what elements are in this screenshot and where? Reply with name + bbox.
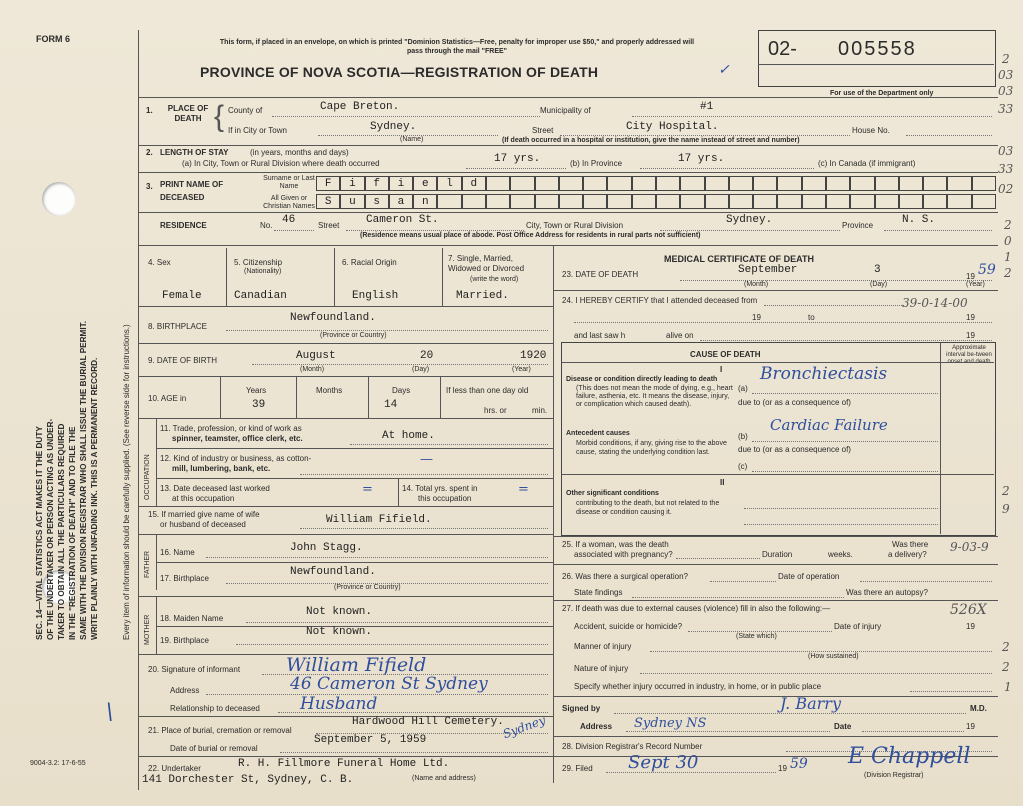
name-letter-cell: [680, 176, 704, 191]
name-letter-cell: [656, 176, 680, 191]
margin-code-13: 39-0-14-00: [902, 296, 968, 310]
name-letter-cell: S: [316, 194, 340, 209]
left-margin-stroke: \: [106, 700, 114, 725]
margin-code-1: 2: [1002, 52, 1010, 66]
margin-code-2: 03: [998, 68, 1014, 82]
page-title: PROVINCE OF NOVA SCOTIA—REGISTRATION OF DEATH: [200, 64, 599, 80]
margin-code-18: 2: [1002, 640, 1010, 654]
name-letter-cell: [899, 194, 923, 209]
name-letter-cell: [535, 176, 559, 191]
margin-code-7: 02: [998, 182, 1014, 196]
burial-place: Hardwood Hill Cemetery.: [352, 716, 504, 728]
name-letter-cell: [875, 176, 899, 191]
name-letter-cell: [632, 176, 656, 191]
spouse-value: William Fifield.: [326, 514, 432, 526]
registration-caption: For use of the Department only: [830, 90, 934, 97]
name-letter-cell: [850, 176, 874, 191]
name-letter-cell: [510, 176, 534, 191]
father-birthplace: Newfoundland.: [290, 566, 376, 578]
age-days: 14: [384, 399, 398, 411]
name-letter-cell: [437, 194, 461, 209]
name-letter-cell: f: [365, 176, 389, 191]
name-letter-cell: [753, 176, 777, 191]
name-letter-cell: [486, 176, 510, 191]
mother-section-label: MOTHER: [144, 614, 151, 645]
side-notice-2: Every item of information should be carefully supplied. (See reverse side for instructions.): [122, 324, 131, 640]
city-value: Sydney.: [370, 121, 417, 133]
father-name: John Stagg.: [290, 542, 363, 554]
name-letter-cell: i: [340, 176, 364, 191]
margin-code-5: 03: [998, 144, 1014, 158]
informant-signature: William Fifield: [286, 654, 427, 676]
county-value: Cape Breton.: [320, 101, 400, 113]
name-letter-cell: [535, 194, 559, 209]
name-letter-cell: [729, 194, 753, 209]
registration-number: 005558: [838, 38, 917, 60]
name-letter-cell: l: [437, 176, 461, 191]
undertaker-address: 141 Dorchester St, Sydney, C. B.: [142, 774, 354, 786]
name-letter-cell: u: [340, 194, 364, 209]
name-letter-cell: [802, 176, 826, 191]
name-letter-cell: [826, 194, 850, 209]
name-letter-cell: [705, 194, 729, 209]
name-letter-cell: [923, 176, 947, 191]
informant-relationship: Husband: [300, 694, 378, 714]
filed-year: 59: [790, 756, 808, 772]
name-letter-cell: [753, 194, 777, 209]
age-years: 39: [252, 399, 266, 411]
residence-city: Sydney.: [726, 214, 773, 226]
print-code: 9004-3.2: 17-6-55: [30, 760, 86, 767]
mother-birthplace: Not known.: [306, 626, 373, 638]
name-letter-cell: n: [413, 194, 437, 209]
dob-month: August: [296, 350, 336, 362]
name-letter-cell: [826, 176, 850, 191]
sex-value: Female: [162, 290, 202, 302]
name-letter-cell: [729, 176, 753, 191]
name-letter-cell: [559, 176, 583, 191]
physician-address: Sydney NS: [634, 716, 707, 731]
registration-prefix: 02-: [768, 38, 797, 60]
burial-date: September 5, 1959: [314, 734, 427, 746]
margin-code-11: 2: [1004, 266, 1012, 280]
name-letter-cell: [632, 194, 656, 209]
name-letter-cell: e: [413, 176, 437, 191]
surname-cells: [316, 176, 996, 192]
stay-province-value: 17 yrs.: [678, 153, 725, 165]
registrar-signature: E Chappell: [848, 744, 971, 769]
name-letter-cell: [462, 194, 486, 209]
residence-street: Cameron St.: [366, 214, 439, 226]
name-letter-cell: [875, 194, 899, 209]
undertaker-name: R. H. Fillmore Funeral Home Ltd.: [238, 758, 450, 770]
margin-code-8: 2: [1004, 218, 1012, 232]
name-letter-cell: [656, 194, 680, 209]
name-letter-cell: [607, 194, 631, 209]
name-letter-cell: [802, 194, 826, 209]
occupation-section-label: OCCUPATION: [144, 454, 151, 500]
name-letter-cell: [486, 194, 510, 209]
residence-province: N. S.: [902, 214, 936, 226]
given-cells: [316, 194, 996, 210]
name-letter-cell: [777, 176, 801, 191]
death-registration-form: FORM 6 9004-3.2: 17-6-55 SEC. 14—VITAL STATISTICS ACT MAKES IT THE DUTY OF THE UNDERTAKER OR PERSON ACTING AS UNDER- TAKER TO OBTAIN ALL THE PARTICULARS REQUIRED IN THE "REGISTRATION OF DEATH" AND TO FILE THE SAME WITH THE DIVISION REGISTRAR WHO SHALL ISSUE THE BURIAL PERMIT. WRITE PLAINLY WITH UNFADING INK. THIS IS A PERMANENT RECORD. Every item of information should be carefully supplied. (See reverse side for instructions.) This form, if placed in an envelope, on which is printed "Dominion Statistics—Free, penalty for improper use $50," and properly addressed will pass through the mail "FREE" PROVINCE OF NOVA SCOTIA—REGISTRATION OF DEATH ✓ 02- 005558 For use of the Department only 1. PLACE OF DEATH { County of Cape Breton. Municipality of #1 If in City or Town Sydney. (Name) Street City Hospital. House No. (If death occurred in a hospital or institution, give the name instead of street and number) 2. LENGTH OF STAY (in years, months and days) (a) In City, Town or Rural Division where death occurred 17 yrs. (b) In Province 17 yrs. (c) In Canada (if immigrant) 3. PRINT NAME OF DECEASED Surname or Last Name All Given or Christian Names F i f i e l d S u s a n RESIDENCE No. 46 Street Cameron St. City, Town or Rural Division Sydney. Province N. S. (Residence means usual place of abode. Post Office Address for residents in rural parts not sufficient) 4. Sex 5. Citizenship (Nationality) 6. Racial Origin 7. Single, Married, Widowed or Divorced (write the word) Female Canadian English Married. 8. BIRTHPLACE Newfoundland. (Province or Country) 9. DATE OF BIRTH August 20 1920 (Month) (Day) (Year) 10. AGE in Years Months Days If less than one day old 39 14 hrs. or min. OCCUPATION 11. Trade, profession, or kind of work as spinner, teamster, office clerk, etc. At home. 12. Kind of industry or business, as cotton- mill, lumbering, bank, etc. — 13. Date deceased last worked at this occupation = 14. Total yrs. spent in this occupation = 15. If married give name of wife or husband of deceased William Fifield. FATHER 16. Name John Stagg. 17. Birthplace Newfoundland. (Province or Country) MOTHER 18. Maiden Name Not known. 19. Birthplace Not known. 20. Signature of informant William Fifield Address 46 Cameron St Sydney Relationship to deceased Husband 21. Place of burial, cremation or removal Hardwood Hill Cemetery. Sydney Date of burial or removal September 5, 1959 22. Undertaker R. H. Fillmore Funeral Home Ltd. 141 Dorchester St, Sydney, C. B. (Name and address) MEDICAL CERTIFICATE OF DEATH 23. DATE OF DEATH September 3 19 59 (Month) (Day) (Year) 24. I HEREBY CERTIFY that I attended deceased from 19 to 19 and last saw h alive on 19 CAUSE OF DEATH Approximate interval be-tween onset and death I Disease or condition directly leading to death (This does not mean the mode of dying, e.g., heart failure, asthenia, etc. It means the disease, injury, or complication which caused death). (a) Bronchiectasis due to (or as a consequence of) Antecedent causes Morbid conditions, if any, giving rise to the above cause, stating the underlying condition last. (b) Cardiac Failure due to (or as a consequence of) (c) II Other significant conditions contributing to the death, but not related to the disease or condition causing it. 25. If a woman, was the death associated with pregnancy? Duration weeks. Was there a delivery? 26. Was there a surgical operation? Date of operation State findings Was there an autopsy? 27. If death was due to external causes (violence) fill in also the following:— Accident, suicide or homicide? Date of injury 19 (State which) Manner of injury (How sustained) Nature of injury Specify whether injury occurred in industry, in home, or in public place Signed by J. Barry M.D. Address Sydney NS Date 19 28. Division Registrar's Record Number 29. Filed Sept 30 19 59 E Chappell (Division Registrar) 2 03 03 33 03 33 02 2 0 1 2 39-0-14-00 2 9 9-03-9 526X 2 2 1 \: [0, 0, 1023, 806]
form-id: FORM 6: [36, 34, 71, 44]
margin-code-6: 33: [998, 162, 1014, 176]
burial-place-note: Sydney: [500, 712, 548, 742]
envelope-notice: This form, if placed in an envelope, on which is printed "Dominion Statistics—Free, penalty for improper use $50," and properly addressed will pass through the mail "FREE": [219, 39, 695, 55]
municipality-value: #1: [700, 101, 714, 113]
dob-year: 1920: [520, 350, 547, 362]
margin-code-16: 9-03-9: [950, 540, 989, 554]
name-letter-cell: [923, 194, 947, 209]
name-letter-cell: i: [389, 176, 413, 191]
margin-code-9: 0: [1004, 234, 1012, 248]
name-letter-cell: [510, 194, 534, 209]
name-letter-cell: [607, 176, 631, 191]
name-letter-cell: [705, 176, 729, 191]
margin-code-17: 526X: [950, 602, 987, 618]
name-letter-cell: [583, 176, 607, 191]
margin-code-20: 1: [1004, 680, 1012, 694]
birthplace-value: Newfoundland.: [290, 312, 376, 324]
name-letter-cell: s: [365, 194, 389, 209]
death-year: 59: [978, 262, 996, 278]
name-letter-cell: [972, 194, 996, 209]
name-letter-cell: F: [316, 176, 340, 191]
street-value: City Hospital.: [626, 121, 719, 133]
side-notice: SEC. 14—VITAL STATISTICS ACT MAKES IT THE DUTY OF THE UNDERTAKER OR PERSON ACTING AS UNDER- TAKER TO OBTAIN ALL THE PARTICULARS REQUIRED IN THE "REGISTRATION OF DEATH" AND TO FILE THE SAME WITH THE DIVISION REGISTRAR WHO SHALL ISSUE THE BURIAL PERMIT. WRITE PLAINLY WITH UNFADING INK. THIS IS A PERMANENT RECORD.: [35, 320, 99, 640]
residence-no: 46: [282, 214, 296, 226]
cause-a-value: Bronchiectasis: [760, 364, 888, 384]
mother-maiden: Not known.: [306, 606, 373, 618]
dob-day: 20: [420, 350, 434, 362]
marital-value: Married.: [456, 290, 509, 302]
death-day: 3: [874, 264, 881, 276]
checkmark: ✓: [718, 62, 730, 78]
citizenship-value: Canadian: [234, 290, 287, 302]
origin-value: English: [352, 290, 399, 302]
margin-code-3: 03: [998, 84, 1014, 98]
informant-address: 46 Cameron St Sydney: [290, 674, 488, 694]
name-letter-cell: [899, 176, 923, 191]
physician-signature: J. Barry: [780, 694, 841, 713]
filed-date: Sept 30: [628, 752, 699, 773]
name-letter-cell: [947, 194, 971, 209]
punch-hole-top: [42, 182, 76, 216]
margin-code-14: 2: [1002, 484, 1010, 498]
name-letter-cell: [583, 194, 607, 209]
margin-code-19: 2: [1002, 660, 1010, 674]
death-month: September: [738, 264, 798, 276]
medical-heading: MEDICAL CERTIFICATE OF DEATH: [664, 254, 814, 264]
margin-code-10: 1: [1004, 250, 1012, 264]
section-1-num: 1.: [146, 106, 153, 115]
occupation-value: At home.: [382, 430, 435, 442]
margin-code-15: 9: [1002, 502, 1010, 516]
name-letter-cell: [680, 194, 704, 209]
name-letter-cell: [850, 194, 874, 209]
name-letter-cell: a: [389, 194, 413, 209]
stay-city-value: 17 yrs.: [494, 153, 541, 165]
name-letter-cell: [947, 176, 971, 191]
name-letter-cell: [972, 176, 996, 191]
cause-b-value: Cardiac Failure: [770, 416, 888, 434]
name-letter-cell: [559, 194, 583, 209]
section-1-heading: PLACE OF DEATH: [167, 104, 209, 123]
name-letter-cell: [777, 194, 801, 209]
father-section-label: FATHER: [144, 550, 151, 578]
name-letter-cell: d: [462, 176, 486, 191]
margin-code-4: 33: [998, 102, 1014, 116]
